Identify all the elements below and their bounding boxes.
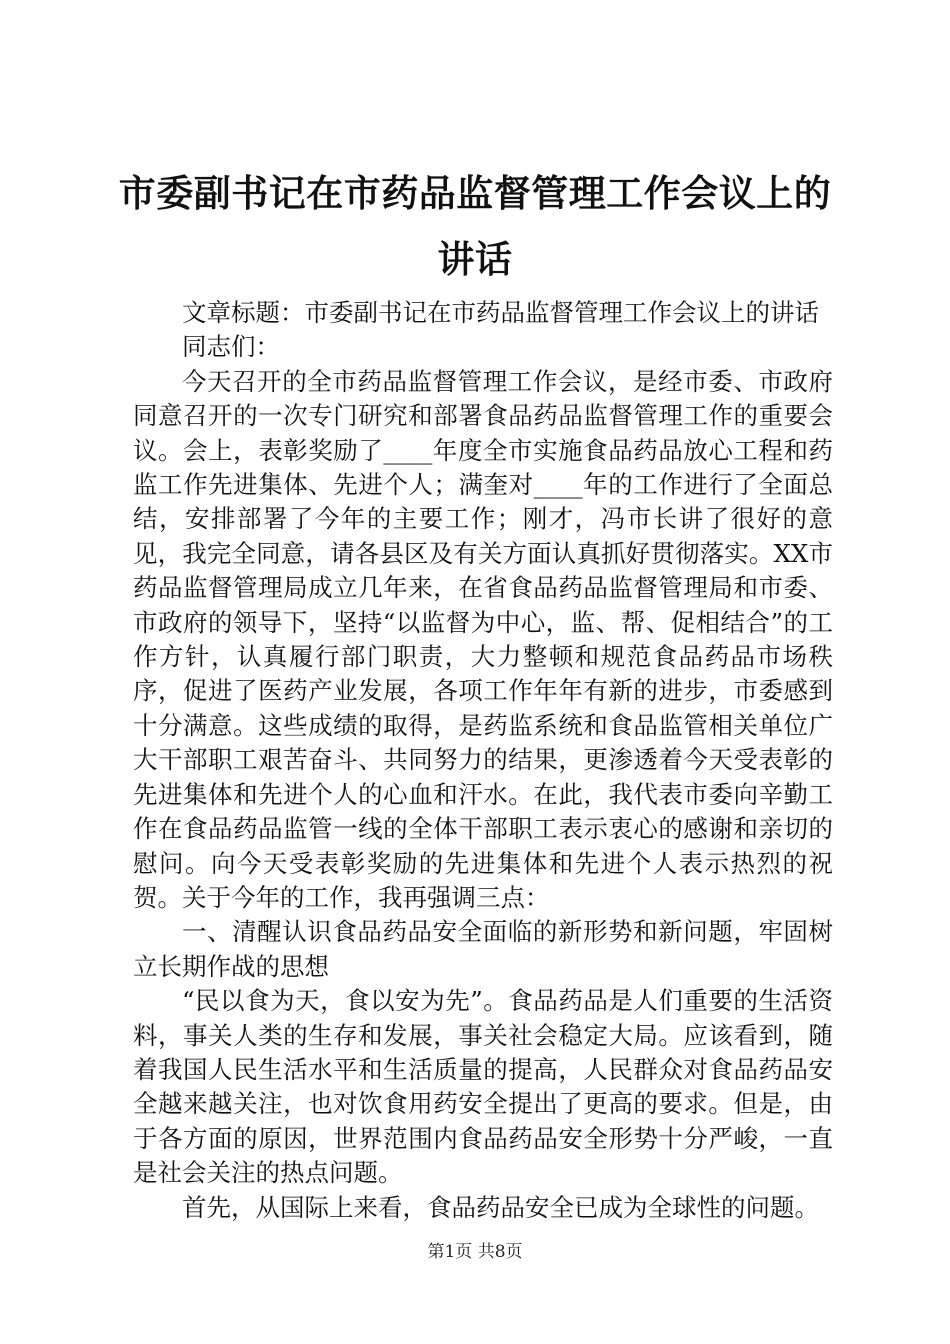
salutation: 同志们： xyxy=(182,332,280,362)
body-paragraph: 首先，从国际上来看，食品药品安全已成为全球性的问题。 xyxy=(182,1192,819,1222)
page-footer xyxy=(0,1240,950,1264)
body-paragraph: “民以食为天，食以安为先”。食品药品是人们重要的生活资料，事关人类的生存和发展，事关社会稳定大局。应该看到，随着我国人民生活水平和生活质量的提高，人民群众对食品药品安全越来越关注，也对饮食用药安全提出了更高的要求。但是，由于各方面的原因，世界范围内食品药品安全形势十分严峻，一直是社会关注的热点问题。 xyxy=(133,986,833,1188)
document-body xyxy=(133,296,833,1225)
page-number: 第1页 共8页 xyxy=(427,1242,523,1262)
section-heading: 一、清醒认识食品药品安全面临的新形势和新问题，牢固树立长期作战的思想 xyxy=(133,917,833,981)
body-paragraph: 今天召开的全市药品监督管理工作会议，是经市委、市政府同意召开的一次专门研究和部署食品药品监督管理工作的重要会议。会上，表彰奖励了____年度全市实施食品药品放心工程和药监工作先进集体、先进个人；满奎对____年的工作进行了全面总结，安排部署了今年的主要工作；刚才，冯市长讲了很好的意见，我完全同意，请各县区及有关方面认真抓好贯彻落实。XX市药品监督管理局成立几年来，在省食品药品监督管理局和市委、市政府的领导下，坚持“以监督为中心，监、帮、促相结合”的工作方针，认真履行部门职责，大力整顿和规范食品药品市场秩序，促进了医药产业发展，各项工作年年有新的进步，市委感到十分满意。这些成绩的取得，是药监系统和食品监管相关单位广大干部职工艰苦奋斗、共同努力的结果，更渗透着今天受表彰的先进集体和先进个人的心血和汗水。在此，我代表市委向辛勤工作在食品药品监管一线的全体干部职工表示衷心的感谢和亲切的慰问。向今天受表彰奖励的先进集体和先进个人表示热烈的祝贺。关于今年的工作，我再强调三点： xyxy=(133,366,833,912)
document-title: 市委副书记在市药品监督管理工作会议上的讲话 xyxy=(118,171,832,281)
article-title-line: 文章标题：市委副书记在市药品监督管理工作会议上的讲话 xyxy=(182,298,819,327)
